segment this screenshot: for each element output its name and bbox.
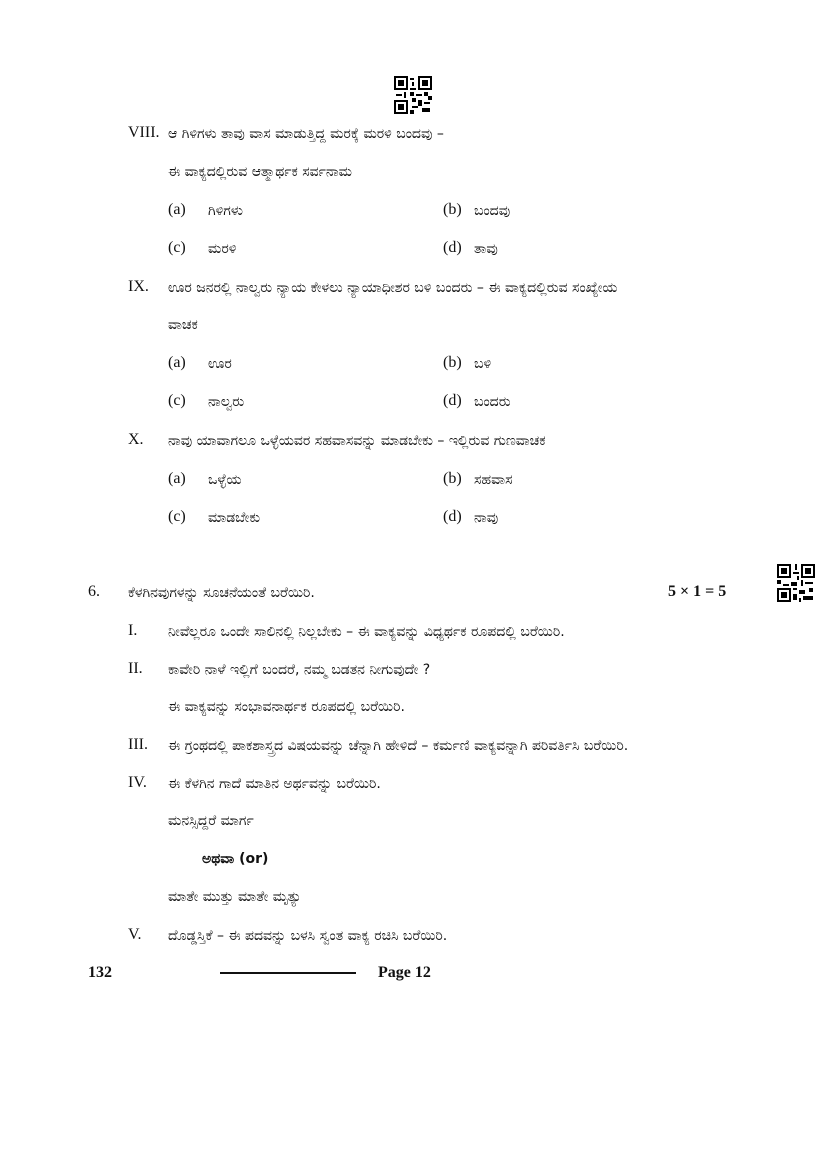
q6-v-roman: V. bbox=[128, 926, 142, 943]
q10-text: ನಾವು ಯಾವಾಗಲೂ ಒಳ್ಳೆಯವರ ಸಹವಾಸವನ್ನು ಮಾಡಬೇಕು – ಇಲ್ಲಿರುವ ಗುಣವಾಚಕ bbox=[168, 433, 546, 449]
q6-iii-text: ಈ ಗ್ರಂಥದಲ್ಲಿ ಪಾಕಶಾಸ್ತ್ರದ ವಿಷಯವನ್ನು ಚೆನ್ನಾಗಿ ಹೇಳಿದೆ – ಕರ್ಮಣಿ ವಾಕ್ಯವನ್ನಾಗಿ ಪರಿವರ್ತಿಸಿ ಬರೆಯಿರಿ. bbox=[168, 738, 629, 754]
q9-option-c-label: (c) bbox=[168, 392, 186, 409]
q10-option-d-label: (d) bbox=[443, 508, 462, 525]
q10-option-a-label: (a) bbox=[168, 470, 186, 487]
q9-option-a-text: ಊರ bbox=[208, 356, 232, 372]
q8-option-d-text: ತಾವು bbox=[474, 241, 498, 257]
q6-i-roman: I. bbox=[128, 622, 138, 639]
q6-ii-text2: ಈ ವಾಕ್ಯವನ್ನು ಸಂಭಾವನಾರ್ಥಕ ರೂಪದಲ್ಲಿ ಬರೆಯಿರಿ. bbox=[168, 699, 405, 715]
q8-option-b-label: (b) bbox=[443, 201, 462, 218]
q10-option-b-label: (b) bbox=[443, 470, 462, 487]
q6-v-text: ದೊಡ್ಡಸ್ತಿಕೆ – ಈ ಪದವನ್ನು ಬಳಸಿ ಸ್ವಂತ ವಾಕ್ಯ ರಚಿಸಿ ಬರೆಯಿರಿ. bbox=[168, 928, 448, 944]
q6-iv-or: ಅಥವಾ (or) bbox=[202, 851, 269, 867]
q10-roman: X. bbox=[128, 431, 144, 448]
q8-option-c-label: (c) bbox=[168, 239, 186, 256]
q9-text: ಊರ ಜನರಲ್ಲಿ ನಾಲ್ವರು ನ್ಯಾಯ ಕೇಳಲು ನ್ಯಾಯಾಧೀಶರ ಬಳಿ ಬಂದರು – ಈ ವಾಕ್ಯದಲ್ಲಿರುವ ಸಂಖ್ಯೇಯ bbox=[168, 280, 618, 296]
q8-option-d-label: (d) bbox=[443, 239, 462, 256]
q6-i-text: ನೀವೆಲ್ಲರೂ ಒಂದೇ ಸಾಲಿನಲ್ಲಿ ನಿಲ್ಲಬೇಕು – ಈ ವಾಕ್ಯವನ್ನು ವಿಧ್ಯರ್ಥಕ ರೂಪದಲ್ಲಿ ಬರೆಯಿರಿ. bbox=[168, 624, 565, 640]
q6-iv-proverb1: ಮನಸ್ಸಿದ್ದರೆ ಮಾರ್ಗ bbox=[168, 813, 254, 829]
q9-option-a-label: (a) bbox=[168, 354, 186, 371]
q10-option-c-label: (c) bbox=[168, 508, 186, 525]
q9-option-d-text: ಬಂದರು bbox=[474, 394, 511, 410]
q6-iv-roman: IV. bbox=[128, 774, 147, 791]
q8-text: ಆ ಗಿಳಿಗಳು ತಾವು ವಾಸ ಮಾಡುತ್ತಿದ್ದ ಮರಕ್ಕೆ ಮರಳಿ ಬಂದವು – bbox=[168, 126, 444, 142]
q9-option-b-text: ಬಳಿ bbox=[474, 356, 492, 372]
q6-instruction: ಕೆಳಗಿನವುಗಳನ್ನು ಸೂಚನೆಯಂತೆ ಬರೆಯಿರಿ. bbox=[128, 585, 315, 601]
q9-option-c-text: ನಾಲ್ವರು bbox=[208, 394, 245, 410]
q8-option-a-text: ಗಿಳಿಗಳು bbox=[208, 203, 243, 219]
q8-roman: VIII. bbox=[128, 124, 160, 141]
q8-option-c-text: ಮರಳಿ bbox=[208, 241, 237, 257]
q9-roman: IX. bbox=[128, 278, 149, 295]
q8-option-a-label: (a) bbox=[168, 201, 186, 218]
q6-iv-text: ಈ ಕೆಳಗಿನ ಗಾದೆ ಮಾತಿನ ಅರ್ಥವನ್ನು ಬರೆಯಿರಿ. bbox=[168, 776, 381, 792]
q6-ii-text: ಕಾವೇರಿ ನಾಳೆ ಇಲ್ಲಿಗೆ ಬಂದರೆ, ನಮ್ಮ ಬಡತನ ನೀಗುವುದೇ ? bbox=[168, 662, 431, 678]
footer-rule bbox=[220, 972, 356, 974]
q10-option-d-text: ನಾವು bbox=[474, 510, 499, 526]
q8-text2: ಈ ವಾಕ್ಯದಲ್ಲಿರುವ ಆತ್ಮಾರ್ಥಕ ಸರ್ವನಾಮ bbox=[168, 164, 352, 180]
q6-ii-roman: II. bbox=[128, 660, 143, 677]
q10-option-a-text: ಒಳ್ಳೆಯ bbox=[208, 472, 242, 488]
q9-text2: ವಾಚಕ bbox=[168, 317, 198, 333]
q10-option-c-text: ಮಾಡಬೇಕು bbox=[208, 510, 261, 526]
q8-option-b-text: ಬಂದವು bbox=[474, 203, 511, 219]
q6-number: 6. bbox=[88, 583, 100, 600]
q6-iv-proverb2: ಮಾತೇ ಮುತ್ತು ಮಾತೇ ಮೃತ್ಯು bbox=[168, 889, 302, 905]
q6-marks: 5 × 1 = 5 bbox=[668, 583, 727, 600]
q9-option-d-label: (d) bbox=[443, 392, 462, 409]
qr-code-top bbox=[394, 76, 432, 114]
q6-iii-roman: III. bbox=[128, 736, 148, 753]
q9-option-b-label: (b) bbox=[443, 354, 462, 371]
qr-code-side bbox=[777, 564, 815, 602]
footer-code: 132 bbox=[88, 964, 112, 981]
q10-option-b-text: ಸಹವಾಸ bbox=[474, 472, 513, 488]
footer-page-number: Page 12 bbox=[378, 964, 431, 981]
